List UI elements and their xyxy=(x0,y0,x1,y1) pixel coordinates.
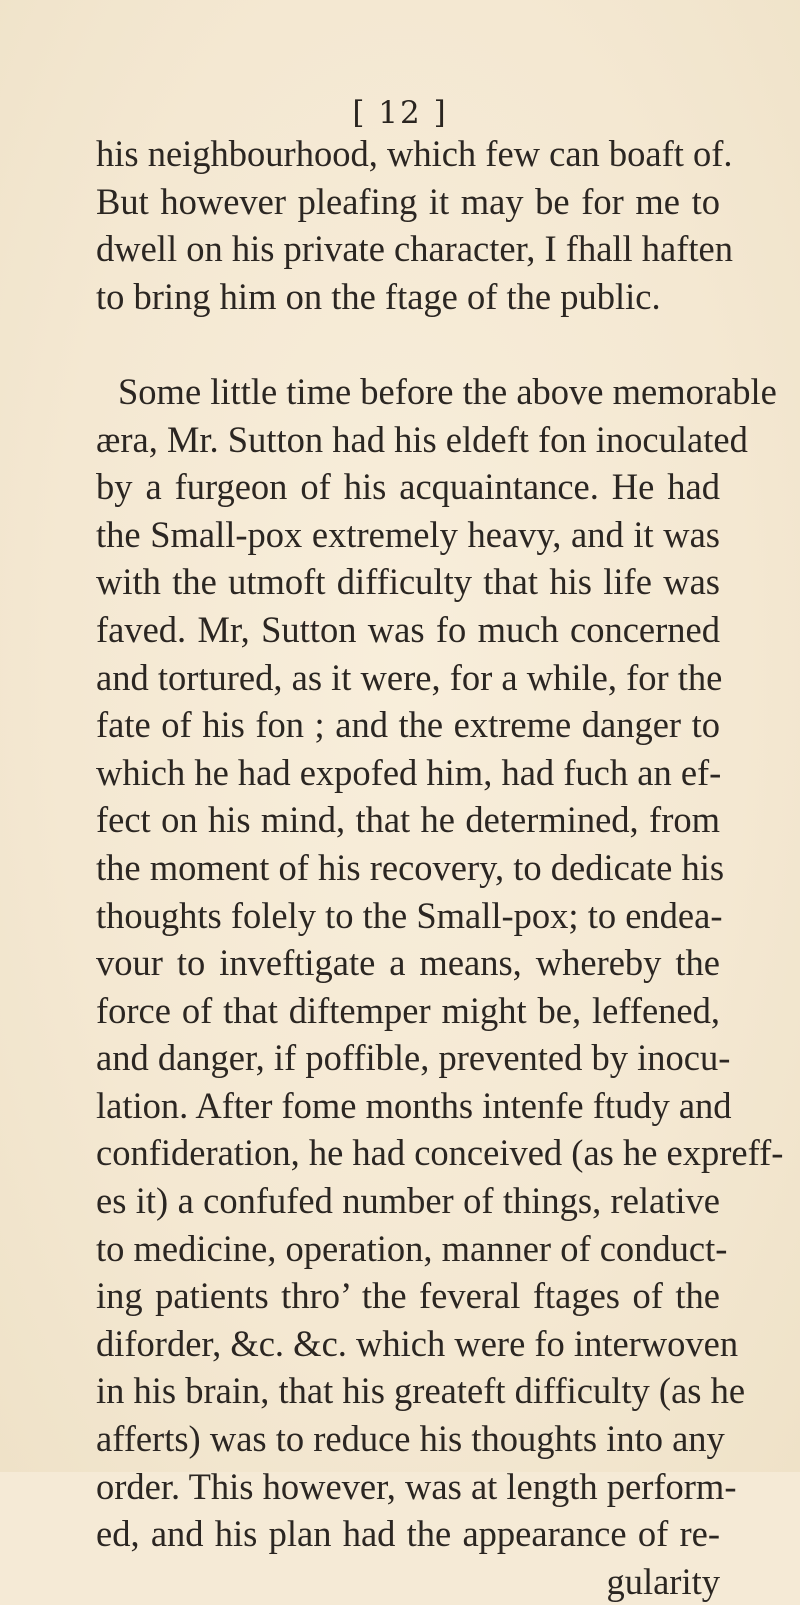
text-line: thoughts folely to the Small-pox; to endea- xyxy=(96,894,723,936)
text-line: to bring him on the ftage of the public. xyxy=(96,275,661,317)
text-line: fect on his mind, that he determined, from xyxy=(96,799,720,841)
text-line: to medicine, operation, manner of conduct- xyxy=(96,1227,728,1269)
body-text xyxy=(96,130,784,1605)
text-line: afferts) was to reduce his thoughts into any xyxy=(96,1418,725,1460)
text-line: in his brain, that his greateft difficulty (as he xyxy=(96,1370,746,1412)
text-line: But however pleafing it may be for me to xyxy=(96,180,720,222)
text-line: es it) a confufed number of things, relative xyxy=(96,1180,720,1222)
text-line: dwell on his private character, I fhall haften xyxy=(96,228,734,270)
page-number: [ 12 ] xyxy=(352,95,448,131)
text-line: by a furgeon of his acquaintance. He had xyxy=(96,466,720,508)
text-line: ed, and his plan had the appearance of re- xyxy=(96,1513,720,1555)
catchword: gularity xyxy=(606,1560,720,1602)
text-line: which he had expofed him, had fuch an ef- xyxy=(96,751,722,793)
text-line: Some little time before the above memorable xyxy=(118,370,777,412)
text-line: the moment of his recovery, to dedicate his xyxy=(96,846,725,888)
paragraph-2 xyxy=(96,368,784,1558)
text-line: diforder, &c. &c. which were fo interwoven xyxy=(96,1322,739,1364)
text-line: ing patients thro’ the feveral ftages of the xyxy=(96,1275,720,1317)
paragraph-gap xyxy=(96,320,720,368)
text-line: vour to inveftigate a means, whereby the xyxy=(96,942,720,984)
text-line: faved. Mr, Sutton was fo much concerned xyxy=(96,608,720,650)
text-line: and tortured, as it were, for a while, for the xyxy=(96,656,723,698)
text-line: force of that diftemper might be, leffened, xyxy=(96,989,720,1031)
text-line: the Small-pox extremely heavy, and it was xyxy=(96,513,720,555)
text-line: confideration, he had conceived (as he expreff- xyxy=(96,1132,784,1174)
text-line: lation. After fome months intenfe ftudy and xyxy=(96,1084,732,1126)
text-line: fate of his fon ; and the extreme danger to xyxy=(96,704,720,746)
text-line: order. This however, was at length perform- xyxy=(96,1465,737,1507)
text-line: æra, Mr. Sutton had his eldeft fon inoculated xyxy=(96,418,748,460)
text-line: with the utmoft difficulty that his life was xyxy=(96,561,720,603)
text-line: his neighbourhood, which few can boaft of. xyxy=(96,133,733,174)
paragraph-1 xyxy=(96,130,734,320)
text-line: and danger, if poffible, prevented by inocu- xyxy=(96,1037,731,1079)
